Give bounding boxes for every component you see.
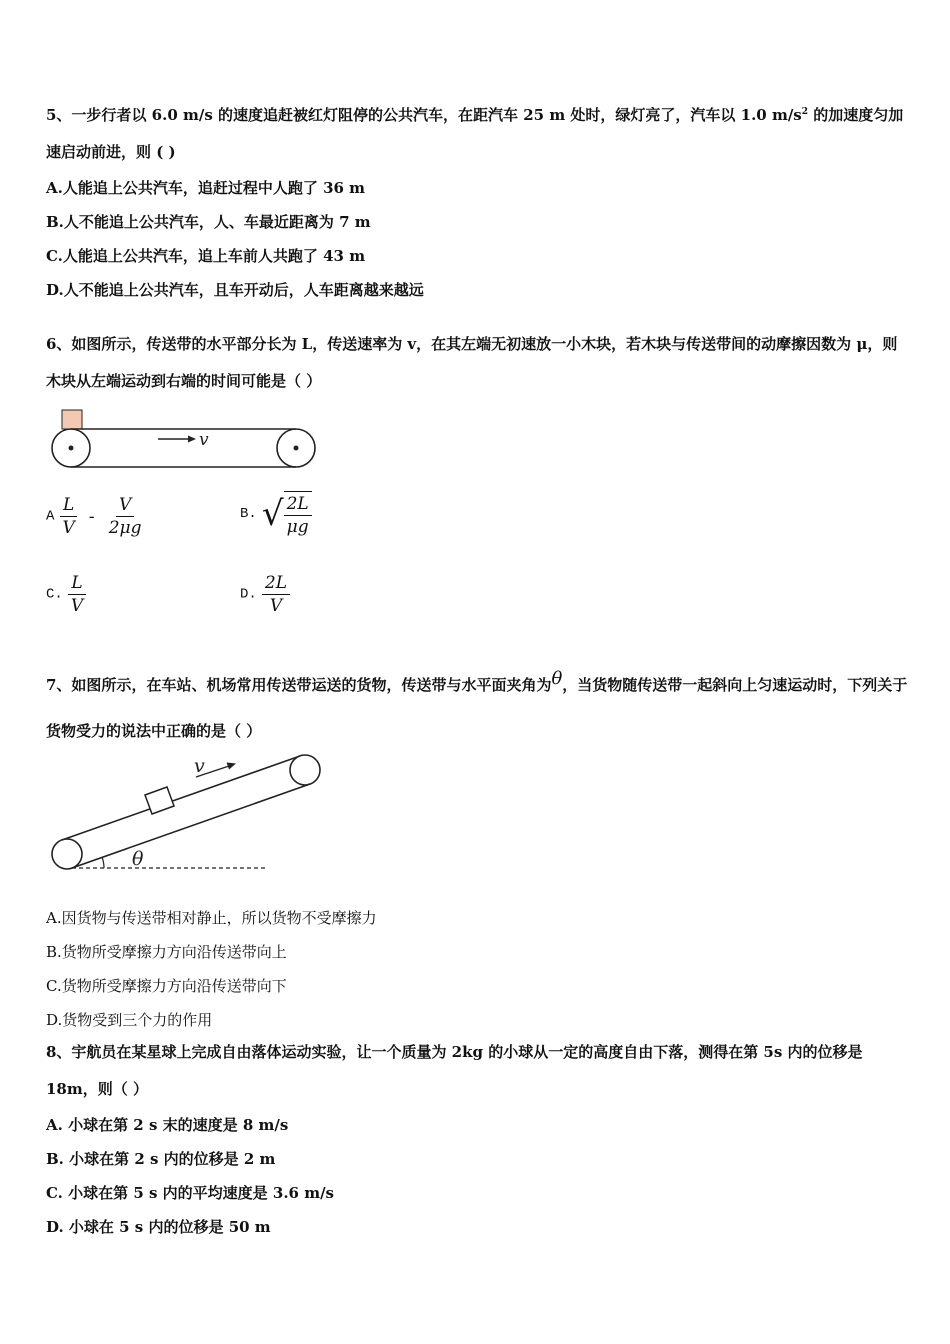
question-5-option-b[interactable]: B.人不能追上公共汽车，人、车最近距离为 7 m (46, 213, 371, 231)
question-8-option-b[interactable]: B. 小球在第 2 s 内的位移是 2 m (46, 1150, 276, 1168)
question-8-option-c[interactable]: C. 小球在第 5 s 内的平均速度是 3.6 m/s (46, 1184, 335, 1202)
lower-pulley (52, 839, 82, 869)
question-7 (46, 656, 908, 754)
sqrt-expression: √ $\frac{2L}{\mu g}$ (262, 491, 312, 537)
fraction-2l-over-v: $\frac{2L}{V}$ (262, 573, 290, 616)
question-7-stem: 7、如图所示，在车站、机场常用传送带运送的货物，传送带与水平面夹角为θ，当货物随传送带一起斜向上匀速运动时，下列关于货物受力的说法中正确的是（ ） (46, 668, 908, 740)
fraction-l-over-v: $\frac{L}{V}$ (60, 495, 78, 538)
question-8 (46, 1034, 908, 1244)
question-6-stem: 6、如图所示，传送带的水平部分长为 L，传送速率为 v，在其左端无初速放一小木块，若木块与传送带间的动摩擦因数为 μ，则木块从左端运动到右端的时间可能是（ ） (46, 335, 898, 390)
right-pulley-axle (294, 446, 299, 451)
upper-pulley (290, 755, 320, 785)
question-6-option-c[interactable]: C. $\frac{L}{V}$ (46, 573, 86, 616)
angle-arc (102, 857, 104, 868)
fraction-v-over-2ug: $\frac{V}{2\mu g}$ (108, 495, 142, 538)
question-8-stem: 8、宇航员在某星球上完成自由落体运动实验，让一个质量为 2kg 的小球从一定的高度自由下落，测得在第 5s 内的位移是 18m，则（ ） (46, 1043, 863, 1098)
inclined-conveyor-figure (46, 750, 331, 875)
question-8-option-a[interactable]: A. 小球在第 2 s 末的速度是 8 m/s (46, 1116, 289, 1134)
question-8-option-d[interactable]: D. 小球在 5 s 内的位移是 50 m (46, 1218, 271, 1236)
question-7-options (46, 901, 908, 1037)
question-5 (46, 94, 908, 307)
velocity-arrow-head (188, 436, 196, 443)
angle-label: θ (132, 848, 144, 870)
left-pulley-axle (69, 446, 74, 451)
velocity-arrow-head (227, 763, 237, 770)
question-6-option-d[interactable]: D. $\frac{2L}{V}$ (240, 573, 290, 616)
question-7-option-d[interactable]: D.货物受到三个力的作用 (46, 1011, 213, 1029)
question-6-option-b[interactable]: B. √ $\frac{2L}{\mu g}$ (240, 491, 312, 537)
question-7-option-b[interactable]: B.货物所受摩擦力方向沿传送带向上 (46, 943, 287, 961)
question-6-option-a[interactable]: A $\frac{L}{V}$ - $\frac{V}{2\mu g}$ (46, 495, 144, 538)
theta-symbol: θ (551, 668, 563, 689)
question-5-option-d[interactable]: D.人不能追上公共汽车，且车开动后，人车距离越来越远 (46, 281, 424, 299)
conveyor-block (62, 410, 82, 429)
horizontal-conveyor-figure (46, 404, 326, 476)
velocity-label: v (199, 430, 209, 450)
question-7-option-c[interactable]: C.货物所受摩擦力方向沿传送带向下 (46, 977, 287, 995)
fraction-l-over-v: $\frac{L}{V}$ (68, 573, 86, 616)
velocity-label: v (194, 755, 205, 777)
question-5-option-a[interactable]: A.人能追上公共汽车，追赶过程中人跑了 36 m (46, 179, 366, 197)
belt-lower-edge (72, 784, 310, 868)
question-6 (46, 326, 908, 400)
question-5-stem: 5、一步行者以 6.0 m/s 的速度追赶被红灯阻停的公共汽车，在距汽车 25 m 处时，绿灯亮了，汽车以 1.0 $m/s^2$ 的加速度匀加速启动前进，则 ( ) (46, 106, 904, 161)
question-7-option-a[interactable]: A.因货物与传送带相对静止，所以货物不受摩擦力 (46, 909, 377, 927)
question-5-option-c[interactable]: C.人能追上公共汽车，追上车前人共跑了 43 m (46, 247, 366, 265)
belt-upper-edge (62, 756, 300, 840)
